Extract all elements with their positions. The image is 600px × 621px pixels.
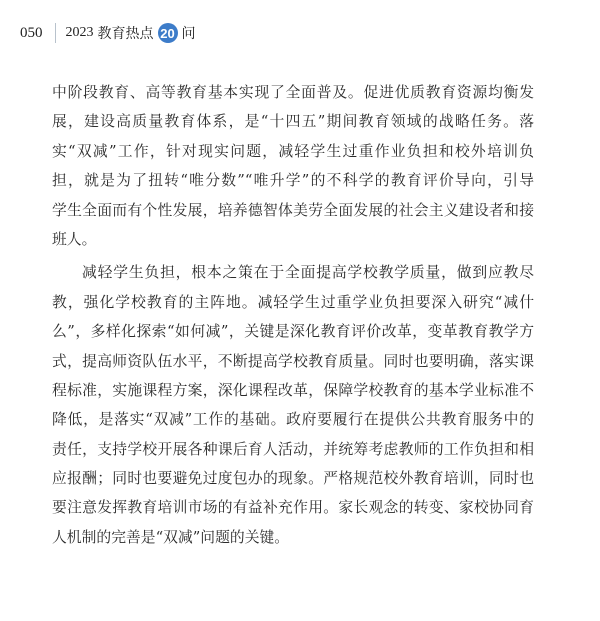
text-line: 学生全面而有个性发展，培养德智体美劳全面发展的社会主义建设者和接 bbox=[52, 201, 534, 219]
text-line: 要注意发挥教育培训市场的有益补充作用。家长观念的转变、家校协同育 bbox=[52, 499, 534, 517]
text-line: 班人。 bbox=[52, 230, 97, 248]
text-line: 中阶段教育、高等教育基本实现了全面普及。促进优质教育资源均衡发 bbox=[52, 84, 534, 101]
text-line: 责任，支持学校开展各种课后育人活动，并统筹考虑教师的工作负担和相 bbox=[52, 440, 534, 458]
text-line: 教，强化学校教育的主阵地。减轻学生过重学业负担要深入研究“减什 bbox=[52, 293, 534, 311]
paragraph-2 bbox=[52, 258, 534, 552]
text-line: 程标准，实施课程方案，深化课程改革，保障学校教育的基本学业标准不 bbox=[52, 381, 534, 399]
text-line: 人机制的完善是“双减”问题的关键。 bbox=[52, 528, 290, 546]
header-year: 2023 bbox=[65, 25, 94, 40]
header-book-title: 教育热点 bbox=[97, 26, 154, 42]
body-text bbox=[52, 78, 534, 552]
text-line: 实“双减”工作，针对现实问题，减轻学生过重作业负担和校外培训负 bbox=[52, 142, 534, 160]
text-line: 么”，多样化探索“如何减”，关键是深化教育评价改革，变革教育教学方 bbox=[52, 323, 534, 341]
page-number: 050 bbox=[20, 24, 43, 41]
header-divider bbox=[55, 23, 56, 43]
text-line: 式，提高师资队伍水平，不断提高学校教育质量。同时也要明确，落实课 bbox=[52, 352, 534, 370]
text-line: 担，就是为了扭转“唯分数”“唯升学”的不科学的教育评价导向，引导 bbox=[52, 172, 534, 190]
text-line: 展，建设高质量教育体系，是“十四五”期间教育领域的战略任务。落 bbox=[52, 113, 534, 131]
header-number-badge: 20 bbox=[158, 23, 178, 43]
paragraph-1 bbox=[52, 78, 534, 254]
text-line: 减轻学生负担，根本之策在于全面提高学校教学质量，做到应教尽 bbox=[82, 264, 534, 282]
text-line: 降低，是落实“双减”工作的基础。政府要履行在提供公共教育服务中的 bbox=[52, 411, 534, 429]
text-line: 应报酬；同时也要避免过度包办的现象。严格规范校外教育培训，同时也 bbox=[52, 470, 534, 488]
header-suffix: 问 bbox=[181, 26, 196, 42]
running-header bbox=[20, 21, 196, 45]
